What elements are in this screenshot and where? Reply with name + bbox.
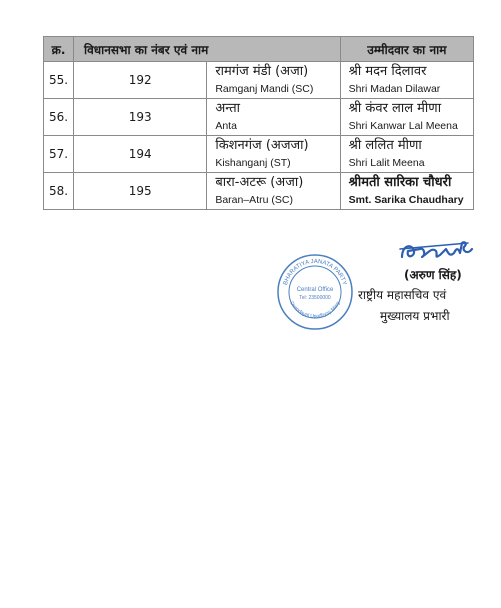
candidate-name-hindi: श्री कंवर लाल मीणा: [348, 101, 442, 116]
candidate-cell: [340, 136, 473, 173]
constituency-name-english: Baran–Atru (SC): [215, 194, 293, 206]
party-seal-stamp: [276, 253, 354, 331]
constituency-name-english: Ramganj Mandi (SC): [215, 83, 314, 95]
candidate-cell: [340, 62, 473, 99]
candidate-name-english: Shri Kanwar Lal Meena: [348, 120, 458, 132]
seal-central-office: Central Office: [296, 287, 334, 293]
serial-cell: 56.: [44, 99, 74, 136]
ac-number-cell: 194: [74, 136, 207, 173]
candidate-name-english: Shri Lalit Meena: [348, 157, 425, 169]
handwritten-signature: [398, 237, 478, 265]
candidate-name-hindi: श्री ललित मीणा: [348, 138, 422, 153]
constituency-name-hindi: बारा-अटरू (अजा): [215, 175, 304, 190]
signatory-office: मुख्यालय प्रभारी: [380, 309, 450, 323]
constituency-cell: [207, 99, 340, 136]
serial-cell: 55.: [44, 62, 74, 99]
ac-number-cell: 192: [74, 62, 207, 99]
serial-cell: 58.: [44, 173, 74, 210]
table-row: [44, 136, 474, 173]
header-candidate: उम्मीदवार का नाम: [340, 37, 473, 62]
candidate-name-english: Shri Madan Dilawar: [348, 83, 441, 95]
signatory-name: (अरुण सिंह): [404, 268, 462, 282]
constituency-name-hindi: किशनगंज (अजजा): [215, 138, 309, 153]
constituency-name-hindi: अन्ता: [215, 101, 241, 116]
constituency-name-english: Kishanganj (ST): [215, 157, 291, 169]
signature-block: [270, 235, 490, 345]
header-constituency: विधानसभा का नंबर एवं नाम: [74, 37, 341, 62]
ac-number-cell: 193: [74, 99, 207, 136]
table-header-row: [44, 37, 474, 62]
candidate-cell: [340, 99, 473, 136]
constituency-cell: [207, 173, 340, 210]
candidate-name-hindi: श्री मदन दिलावर: [348, 64, 427, 79]
serial-cell: 57.: [44, 136, 74, 173]
header-serial: क्र.: [44, 37, 74, 62]
constituency-cell: [207, 62, 340, 99]
table-row: [44, 62, 474, 99]
constituency-name-english: Anta: [215, 120, 237, 132]
seal-arc-bottom-text: [288, 300, 341, 319]
seal-phone: Tel: 23500000: [299, 295, 331, 301]
seal-party-name: BHARATIYA JANATA PARTY: [282, 258, 348, 286]
ac-number-cell: 195: [74, 173, 207, 210]
constituency-cell: [207, 136, 340, 173]
candidate-cell: [340, 173, 473, 210]
candidate-name-english: Smt. Sarika Chaudhary: [348, 194, 464, 206]
table-row: [44, 173, 474, 210]
constituency-name-hindi: रामगंज मंडी (अजा): [215, 64, 309, 79]
seal-address: Deendayal Upadhyay Marg: [288, 300, 342, 320]
table-row: [44, 99, 474, 136]
candidate-table: [43, 36, 474, 210]
signatory-designation: राष्ट्रीय महासचिव एवं: [358, 288, 447, 302]
candidate-name-hindi: श्रीमती सारिका चौधरी: [348, 175, 452, 190]
